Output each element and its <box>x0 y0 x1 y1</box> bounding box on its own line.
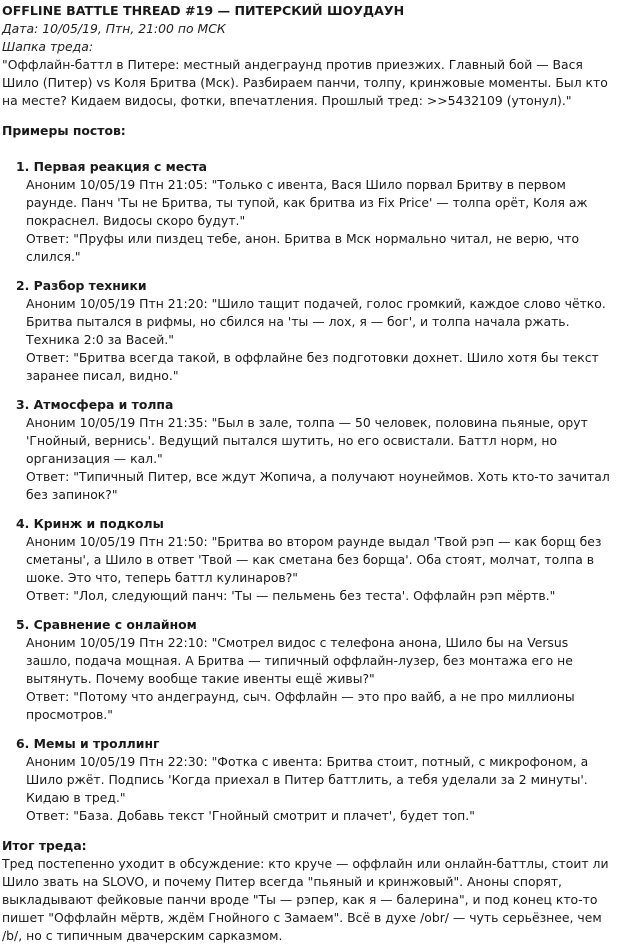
post-heading-text: Кринж и подколы <box>33 516 164 531</box>
post-heading <box>16 616 616 634</box>
post-number: 6. <box>16 736 30 751</box>
post-text: Аноним 10/05/19 Птн 22:10: "Смотрел видос с телефона анона, Шило бы на Versus зашло, подача мощная. А Бритва — типичный оффлайн-лузер, без монтажа его не вытянуть. Почему вообще такие ивенты ещё живы?" <box>26 635 573 686</box>
post-reply: Ответ: "Бритва всегда такой, в оффлайне без подготовки дохнет. Шило хотя бы текст заранее писал, видно." <box>26 350 599 383</box>
thread-title: OFFLINE BATTLE THREAD #19 — ПИТЕРСКИЙ ШОУДАУН <box>2 3 405 18</box>
post-text: Аноним 10/05/19 Птн 22:30: "Фотка с ивента: Бритва стоит, потный, с микрофоном, а Шило ржёт. Подпись 'Когда приехал в Питер баттлить, а тебя уделали за 2 минуты'. Кидаю в тред." <box>26 754 589 805</box>
post-reply: Ответ: "Потому что андеграунд, сыч. Оффлайн — это про вайб, а не про миллионы просмотров." <box>26 689 575 722</box>
post-reply: Ответ: "Типичный Питер, все ждут Жопича, а получают ноунеймов. Хоть кто-то зачитал без запинок?" <box>26 469 610 502</box>
post-heading-text: Атмосфера и толпа <box>33 397 174 412</box>
post-heading <box>16 396 616 414</box>
post-number: 1. <box>16 159 30 174</box>
post-heading <box>16 277 616 295</box>
post-heading-text: Сравнение с онлайном <box>33 617 197 632</box>
thread-header-label: Шапка треда: <box>2 39 93 54</box>
post-item-3 <box>16 396 616 504</box>
posts-list <box>2 158 616 825</box>
post-heading <box>16 735 616 753</box>
post-reply: Ответ: "Пруфы или пиздец тебе, анон. Бритва в Мск нормально читал, не верю, что слился." <box>26 231 580 264</box>
post-number: 4. <box>16 516 30 531</box>
post-item-1 <box>16 158 616 266</box>
summary-title: Итог треда: <box>2 838 87 853</box>
post-text: Аноним 10/05/19 Птн 21:35: "Был в зале, толпа — 50 человек, половина пьяные, орут 'Гнойный, вернись'. Ведущий пытался шутить, но его освистали. Баттл норм, но организация — кал." <box>26 415 588 466</box>
post-reply: Ответ: "База. Добавь текст 'Гнойный смотрит и плачет', будет топ." <box>26 808 475 823</box>
summary-text: Тред постепенно уходит в обсуждение: кто круче — оффлайн или онлайн-баттлы, стоит ли Шило звать на SLOVO, и почему Питер всегда "пьяный и кринжовый". Аноны спорят, выкладывают фейковые панчи вроде "Ты — рэпер, как я — балерина", и под конец кто-то пишет "Оффлайн мёртв, ждём Гнойного с Замаем". Всё в духе /obr/ — чуть серьёзнее, чем /b/, но с типичным двачерским сарказмом. <box>2 856 609 943</box>
post-heading-text: Мемы и троллинг <box>33 736 160 751</box>
post-text: Аноним 10/05/19 Птн 21:20: "Шило тащит подачей, голос громкий, каждое слово чётко. Бритва пытался в рифмы, но сбился на 'ты — лох, я — бог', и толпа начала ржать. Техника 2:0 за Васей." <box>26 296 606 347</box>
post-item-6 <box>16 735 616 825</box>
examples-title: Примеры постов: <box>2 123 126 138</box>
post-number: 5. <box>16 617 30 632</box>
thread-date: Дата: 10/05/19, Птн, 21:00 по МСК <box>2 21 226 36</box>
post-number: 2. <box>16 278 30 293</box>
post-number: 3. <box>16 397 30 412</box>
post-heading-text: Разбор техники <box>33 278 147 293</box>
thread-header-text: "Оффлайн-баттл в Питере: местный андеграунд против приезжих. Главный бой — Вася Шило (Питер) vs Коля Бритва (Мск). Разбираем панчи, толпу, кринжовые моменты. Был кто на месте? Кидаем видосы, фотки, впечатления. Прошлый тред: >>5432109 (утонул)." <box>2 57 608 108</box>
post-item-2 <box>16 277 616 385</box>
post-reply: Ответ: "Лол, следующий панч: 'Ты — пельмень без теста'. Оффлайн рэп мёртв." <box>26 588 556 603</box>
post-heading <box>16 158 616 176</box>
post-item-5 <box>16 616 616 724</box>
post-text: Аноним 10/05/19 Птн 21:05: "Только с ивента, Вася Шило порвал Бритву в первом раунде. Панч 'Ты не Бритва, ты тупой, как бритва из Fix Price' — толпа орёт, Коля аж покраснел. Видосы скоро будут." <box>26 177 588 228</box>
post-heading <box>16 515 616 533</box>
post-heading-text: Первая реакция с места <box>33 159 208 174</box>
post-text: Аноним 10/05/19 Птн 21:50: "Бритва во втором раунде выдал 'Твой рэп — как борщ без сметаны', а Шило в ответ 'Твой — как сметана без борща'. Оба стоят, молчат, толпа в шоке. Это что, теперь баттл кулинаров?" <box>26 534 602 585</box>
post-item-4 <box>16 515 616 605</box>
